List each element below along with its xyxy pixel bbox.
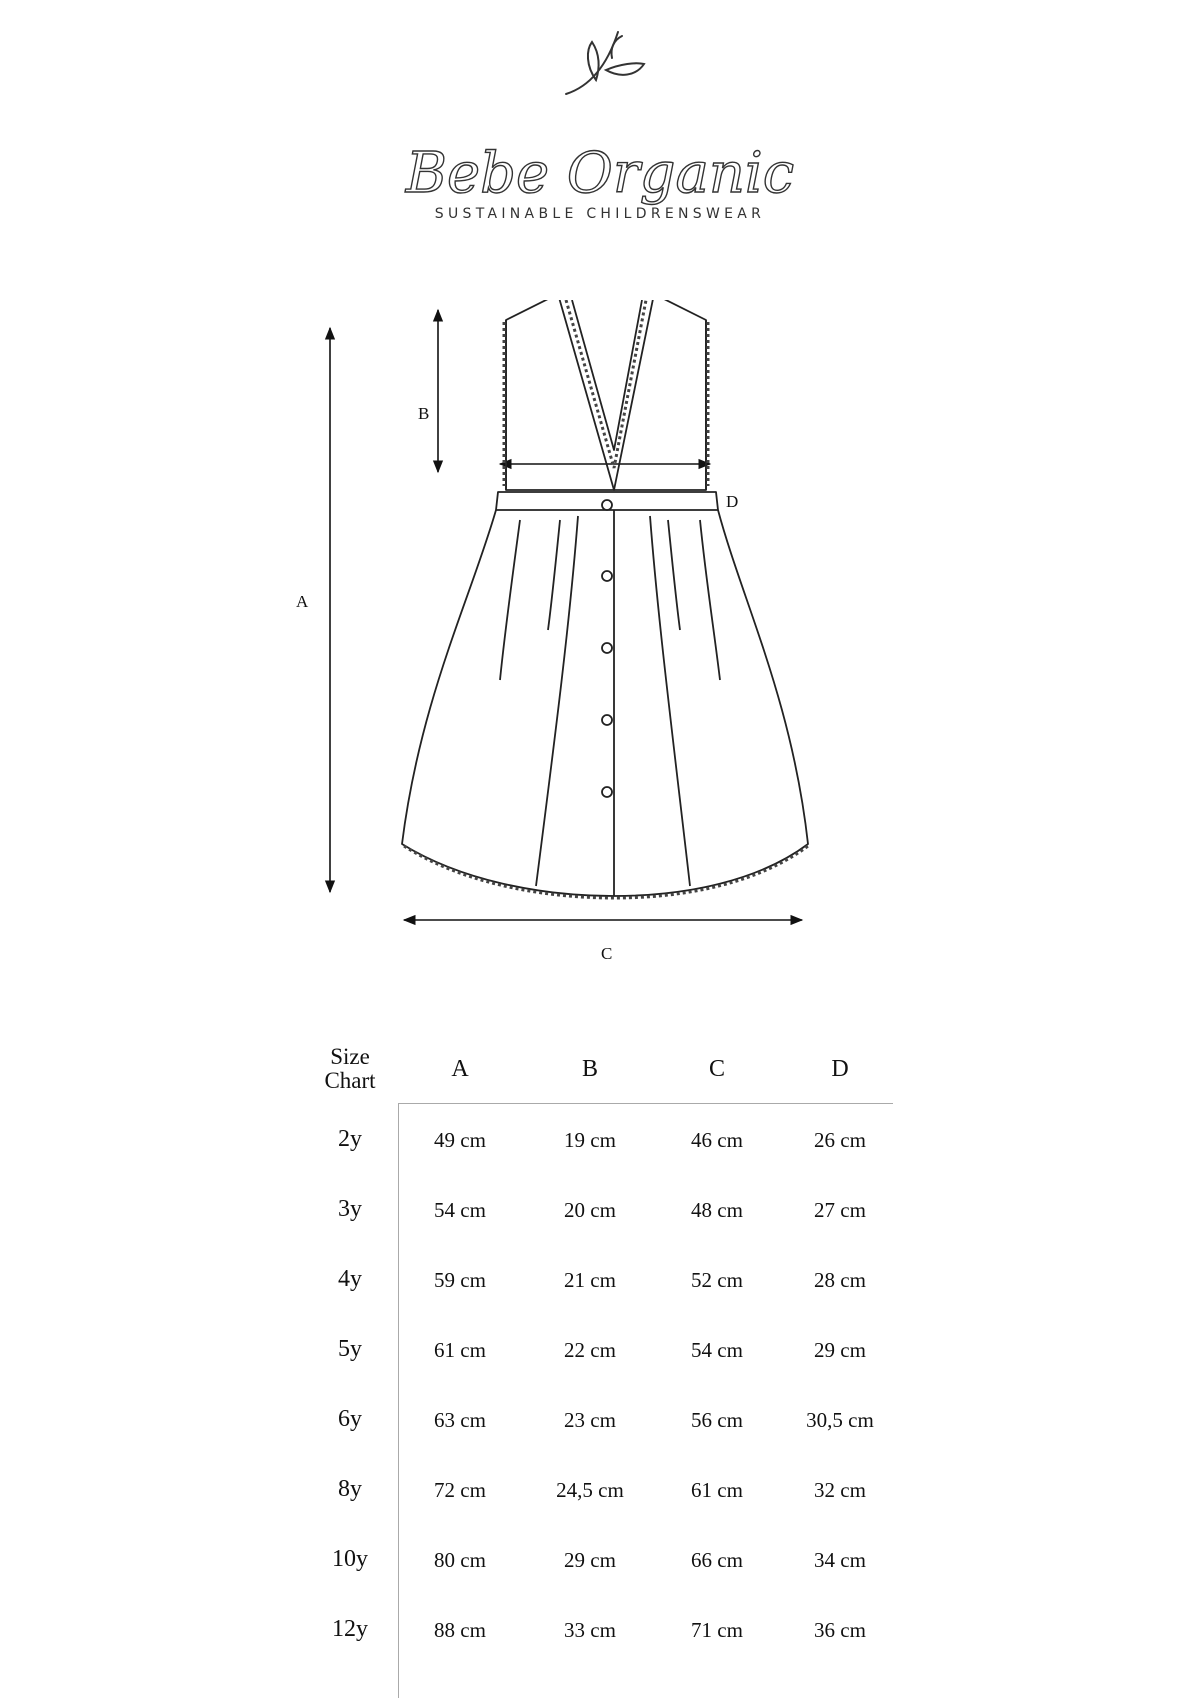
brand-wordmark [0,20,1200,230]
size-chart-header: Size Chart [324,1044,376,1093]
column-header-c: C [708,1056,725,1082]
brand-logo [0,20,1200,230]
column-header-d: D [831,1056,849,1082]
dress-outline [402,300,808,896]
measure-b-label: B [418,404,430,423]
dress-buttons [602,500,612,797]
dress-diagram [0,300,1200,980]
column-header-a: A [451,1056,469,1082]
brand-tagline: SUSTAINABLE CHILDRENSWEAR [434,206,766,222]
dress-illustration [0,300,1200,980]
svg-text:Bebe Organic: Bebe Organic [405,141,795,206]
column-header-b: B [581,1056,598,1082]
measure-d-label: D [726,492,739,511]
size-chart-table: Size Chart A B C D 2y 49 cm 19 cm 46 cm 26 cm 3y 54 cm 20 cm 48 cm 27 cm 4y 59 cm 21 cm 52 cm 28 cm 5y 61 cm 22 cm 54 cm 29 cm 6y 63 cm 23 cm 56 cm 30,5 cm 8y 72 cm 24,5 cm 61 cm 32 cm 10y 80 cm 29 cm 66 cm 34 cm 12y 88 cm 33 cm 71 cm 36 cm [0,1030,1200,1690]
header-rule [398,1103,893,1104]
measure-a-label: A [296,592,309,611]
row-label-rule [398,1103,399,1698]
measure-c-label: C [601,944,613,963]
